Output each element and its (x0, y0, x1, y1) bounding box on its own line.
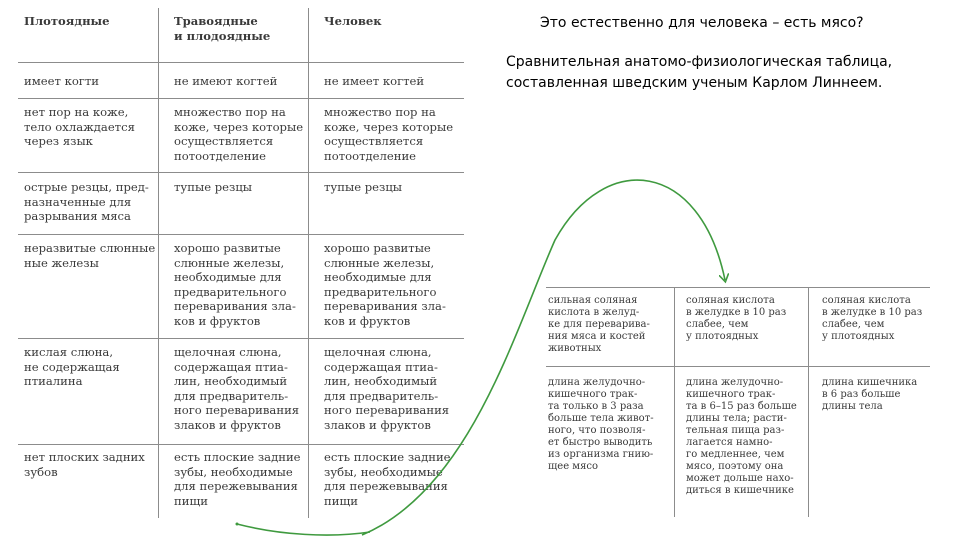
page-subtitle: Сравнительная анатомо-физиологическая таблица, составленная шведским ученым Карлом Линнеем. (506, 54, 893, 91)
header-herbivores: Травоядные и плодоядные (174, 14, 271, 43)
table-cell: тупые резцы (174, 180, 253, 194)
header-human: Человек (324, 14, 382, 28)
table-cell: есть плоские задние зубы, необходимые для пережевывания пищи (174, 450, 301, 508)
table-cell: соляная кислота в желудке в 10 раз слабее, чем у плотоядных (822, 295, 923, 342)
header-carnivores: Плотоядные (24, 14, 110, 28)
table-cell: есть плоские задние зубы, необходимые для пережевывания пищи (324, 450, 451, 508)
table-cell: неразвитые слюнные ные железы (24, 241, 156, 270)
table-cell: щелочная слюна, содержащая птиа- лин, необходимый для предваритель- ного переваривания злаков и фруктов (324, 345, 450, 432)
arrow-up-curve (362, 180, 725, 535)
table-cell: множество пор на коже, через которые осуществляется потоотделение (324, 105, 454, 163)
table-cell: длина желудочно- кишечного трак- та в 6–15 раз больше длины тела; расти- тельная пища раз- лагается намно- го медленнее, чем мясо, поэтому она может дольше нахо- диться в кишечнике (686, 377, 797, 496)
table-cell: нет плоских задних зубов (24, 450, 145, 479)
table-cell: острые резцы, пред- назначенные для разрывания мяса (24, 180, 149, 224)
table-cell: хорошо развитые слюнные железы, необходимые для предварительного переваривания зла- ков и фруктов (174, 241, 296, 328)
table-cell: имеет когти (24, 74, 100, 88)
table-cell: длина желудочно- кишечного трак- та только в 3 раза больше тела живот- ного, что позволя- ет быстро выводить из организма гнию- щее мясо (548, 377, 654, 472)
table-cell: хорошо развитые слюнные железы, необходимые для предварительного переваривания зла- ков и фруктов (324, 241, 446, 328)
table-cell: кислая слюна, не содержащая птиалина (24, 345, 120, 389)
table-cell: нет пор на коже, тело охлаждается через язык (24, 105, 135, 149)
table-cell: щелочная слюна, содержащая птиа- лин, необходимый для предваритель- ного переваривания злаков и фруктов (174, 345, 300, 432)
table-cell: тупые резцы (324, 180, 403, 194)
page-title: Это естественно для человека – есть мясо? (540, 15, 864, 31)
table-cell: множество пор на коже, через которые осуществляется потоотделение (174, 105, 304, 163)
table-cell: соляная кислота в желудке в 10 раз слабее, чем у плотоядных (686, 295, 787, 342)
table-cell: сильная соляная кислота в желуд- ке для переварива- ния мяса и костей животных (548, 295, 650, 354)
table-cell: не имеет когтей (324, 74, 425, 88)
table-cell: не имеют когтей (174, 74, 278, 88)
table-cell: длина кишечника в 6 раз больше длины тела (822, 377, 918, 412)
arrow-start-dot (236, 523, 239, 526)
arrow-bottom-curve (237, 524, 370, 535)
